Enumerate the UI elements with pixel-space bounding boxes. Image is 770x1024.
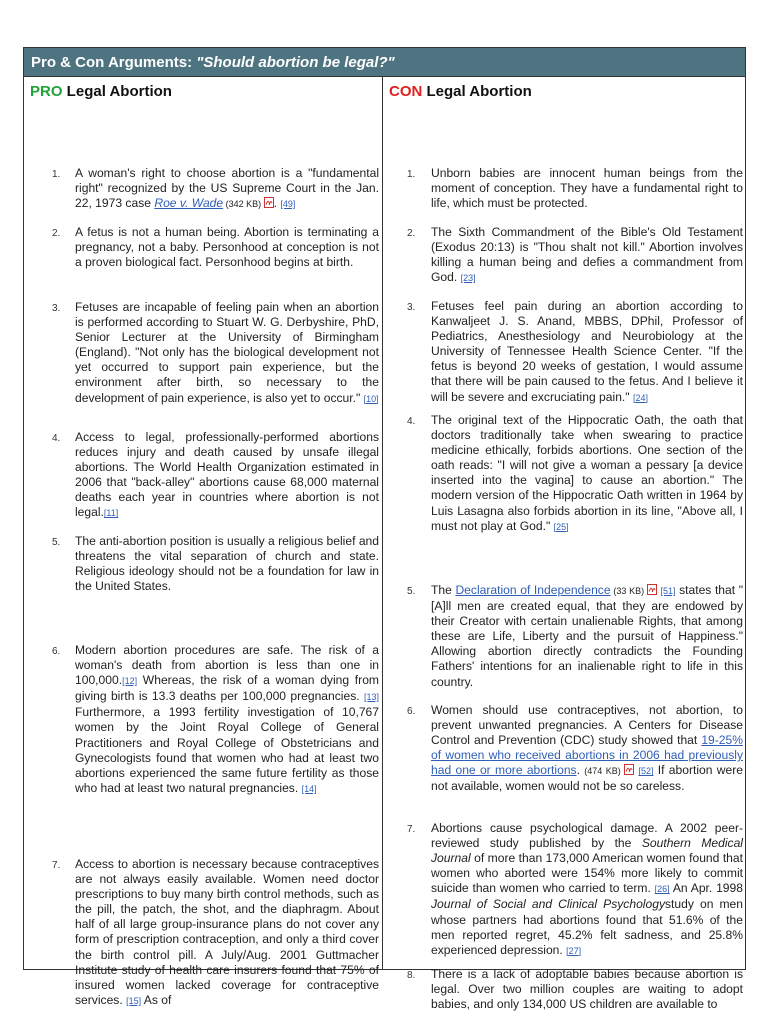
citation-link[interactable]: [24]: [632, 392, 648, 403]
item-number: 5.: [52, 537, 61, 548]
citation-link[interactable]: [14]: [301, 783, 317, 794]
item-number: 3.: [52, 303, 61, 314]
item-text: If abortion were not available, women would not be so careless.: [431, 763, 743, 794]
pro-item-2: [24, 225, 382, 270]
con-item-8: [383, 967, 745, 1012]
citation-link[interactable]: [12]: [122, 676, 138, 687]
table-header: [24, 48, 745, 77]
declaration-link[interactable]: Declaration of Independence: [455, 583, 611, 597]
citation-link[interactable]: [11]: [103, 508, 119, 519]
header-question: "Should abortion be legal?": [196, 54, 395, 71]
item-text: of more than 173,000 American women found that women who aborted were 154% more likely to commit suicide than women who carried to term.: [431, 851, 743, 896]
pro-heading: [30, 83, 382, 100]
pdf-icon[interactable]: [264, 197, 274, 208]
citation-link[interactable]: [26]: [654, 884, 670, 895]
item-text: As of: [141, 992, 172, 1007]
item-text: Abortions cause psychological damage. A 2002 peer-reviewed study published by the: [431, 821, 743, 851]
file-size: (342 KB): [223, 199, 264, 210]
citation-link[interactable]: [25]: [553, 521, 569, 532]
con-column: [383, 77, 745, 1012]
item-text: study on men whose partners had abortions found that 51.6% of the men reported regret, 45.2% felt sadness, and 25.8% experienced depression.: [431, 897, 744, 957]
item-text: A fetus is not a human being. Abortion is terminating a pregnancy, not a baby. Personhood at conception is not a proven biological fact. Personhood begins at birth.: [75, 225, 379, 270]
con-item-3: [383, 299, 745, 406]
citation-link[interactable]: [49]: [280, 199, 296, 210]
item-number: 6.: [407, 706, 416, 717]
link-text: Roe v. Wade: [154, 196, 224, 211]
journal-title: Journal of Social and Clinical Psychology: [431, 897, 665, 912]
item-text: .: [576, 763, 585, 778]
file-size: (474 KB): [584, 766, 625, 777]
item-text: An Apr. 1998: [669, 881, 743, 896]
pro-con-table: [23, 47, 746, 1012]
item-number: 7.: [407, 824, 416, 835]
pro-item-6: [24, 643, 382, 797]
item-number: 2.: [52, 228, 61, 239]
item-text: Furthermore, a 1993 fertility investigation of 10,767 women by the Joint Royal College of General Practitioners and Royal College of Obstetricians and Gynecologists found that women who had at least two abortions experienced the same future fertility as those who had at least two natural pregnancies.: [75, 705, 379, 795]
item-text: Fetuses are incapable of feeling pain when an abortion is performed according to Stuart W. G. Derbyshire, PhD, Senior Lecturer at the University of Birmingham (England). "Not only has the biological development not yet occurred to support pain experience, but the environment after birth, so necessary to the development of pain experience, is also yet to occur.": [75, 300, 379, 405]
item-text: Fetuses feel pain during an abortion according to Kanwaljeet J. S. Anand, MBBS, DPhil, Professor of Pediatrics, Anesthesiology and Neurobiology at the University of Tennessee Health Science Center. "If the fetus is beyond 20 weeks of gestation, I would assume that there will be pain caused to the fetus. And I believe it will be severe and excruciating pain.": [431, 299, 743, 404]
con-heading: [389, 83, 745, 100]
pro-item-3: [24, 300, 382, 407]
item-number: 7.: [52, 860, 61, 871]
item-text: A woman's right to choose abortion is a "fundamental right" recognized by the US Supreme Court in the Jan. 22, 1973 case: [75, 166, 379, 211]
pro-item-1: [24, 166, 382, 212]
item-number: 6.: [52, 646, 61, 657]
item-number: 4.: [407, 416, 416, 427]
roe-v-wade-link[interactable]: [154, 196, 223, 210]
item-text: Access to abortion is necessary because contraceptives are not always easily available. Women need doctor prescriptions to buy many birth control methods, such as the pill, the patch, the shot, and the diaphragm. About half of all large group-insurance plans do not cover any form of prescription contraception, and only a third cover the birth control pill. A July/Aug. 2001 Guttmacher Institute study of health care insurers found that 75% of insured women lacked coverage for contraceptive services.: [75, 857, 379, 1007]
con-item-4: [383, 413, 745, 535]
citation-link[interactable]: [27]: [566, 945, 582, 956]
item-text: The: [431, 583, 456, 597]
pro-item-4: [24, 430, 382, 522]
pdf-icon[interactable]: [624, 764, 634, 775]
con-tag: CON: [389, 83, 423, 100]
con-item-7: [383, 821, 745, 959]
pro-item-5: [24, 534, 382, 594]
pro-heading-text: Legal Abortion: [62, 83, 172, 100]
item-text: The Sixth Commandment of the Bible's Old Testament (Exodus 20:13) is "Thou shalt not kill." Abortion involves killing a human being and defies a commandment from God.: [431, 225, 743, 285]
con-item-5: [383, 583, 745, 690]
item-text: The original text of the Hippocratic Oath, the oath that doctors traditionally take when swearing to practice medicine ethically, forbids abortions. One section of the oath reads: "I will not give a woman a pessary [a device inserted into the vagina] to cause an abortion." The modern version of the Hippocratic Oath written in 1964 by Luis Lasagna also forbids abortion in its line, "Above all, I must not play at God.": [431, 413, 743, 533]
citation-link[interactable]: [10]: [363, 393, 379, 404]
citation-link[interactable]: [51]: [660, 586, 676, 596]
pro-item-7: [24, 857, 382, 1009]
item-text: The anti-abortion position is usually a religious belief and threatens the vital separation of church and state. Religious ideology should not be a foundation for law in the United States.: [75, 534, 379, 594]
item-text: Unborn babies are innocent human beings from the moment of conception. They have a fundamental right to life, which must be protected.: [431, 166, 743, 211]
item-number: 4.: [52, 433, 61, 444]
item-text: Access to legal, professionally-performed abortions reduces injury and death caused by unsafe illegal abortions. The World Health Organization estimated in 2006 that "back-alley" abortions cause 68,000 maternal deaths each year in countries where abortion is not legal.: [75, 430, 379, 520]
item-number: 5.: [407, 586, 416, 597]
item-text: Whereas, the risk of a woman dying from giving birth is 13.3 deaths per 100,000 pregnancies.: [75, 673, 379, 704]
item-number: 8.: [407, 970, 416, 981]
citation-link[interactable]: [52]: [638, 766, 654, 777]
con-item-2: [383, 225, 745, 286]
cdc-study-link[interactable]: 19-25% of women who received abortions in 2006 had previously had one or more abortions: [431, 733, 743, 778]
item-text: .: [273, 196, 281, 211]
con-heading-text: Legal Abortion: [422, 83, 532, 100]
citation-link[interactable]: [13]: [363, 692, 379, 703]
item-text: There is a lack of adoptable babies because abortion is legal. Over two million couples are waiting to adopt babies, and only 134,000 US children are available to: [431, 967, 743, 1012]
item-number: 3.: [407, 302, 416, 313]
item-number: 1.: [407, 169, 416, 180]
citation-link[interactable]: [23]: [460, 273, 476, 284]
con-item-1: [383, 166, 745, 211]
journal-title: Southern Medical Journal: [431, 836, 743, 866]
con-item-6: [383, 703, 745, 795]
citation-link[interactable]: [15]: [126, 995, 142, 1006]
item-number: 1.: [52, 169, 61, 180]
item-text: Women should use contraceptives, not abortion, to prevent unwanted pregnancies. A Centers for Disease Control and Prevention (CDC) study showed that: [431, 703, 743, 748]
item-text: Modern abortion procedures are safe. The risk of a woman's death from abortion is less than one in 100,000.: [75, 643, 379, 688]
file-size: (33 KB): [610, 586, 647, 596]
item-number: 2.: [407, 228, 416, 239]
pro-column: [24, 77, 383, 1007]
item-text: states that "[A]ll men are created equal, that they are endowed by their Creator with certain unalienable Rights, that among these are Life, Liberty and the pursuit of Happiness." Allowing abortion directly contradicts the Founding Fathers' intentions for an inalienable right to life in this country.: [431, 583, 744, 689]
header-prefix: Pro & Con Arguments:: [31, 54, 197, 71]
pdf-icon[interactable]: [647, 584, 657, 595]
pro-tag: PRO: [30, 83, 63, 100]
